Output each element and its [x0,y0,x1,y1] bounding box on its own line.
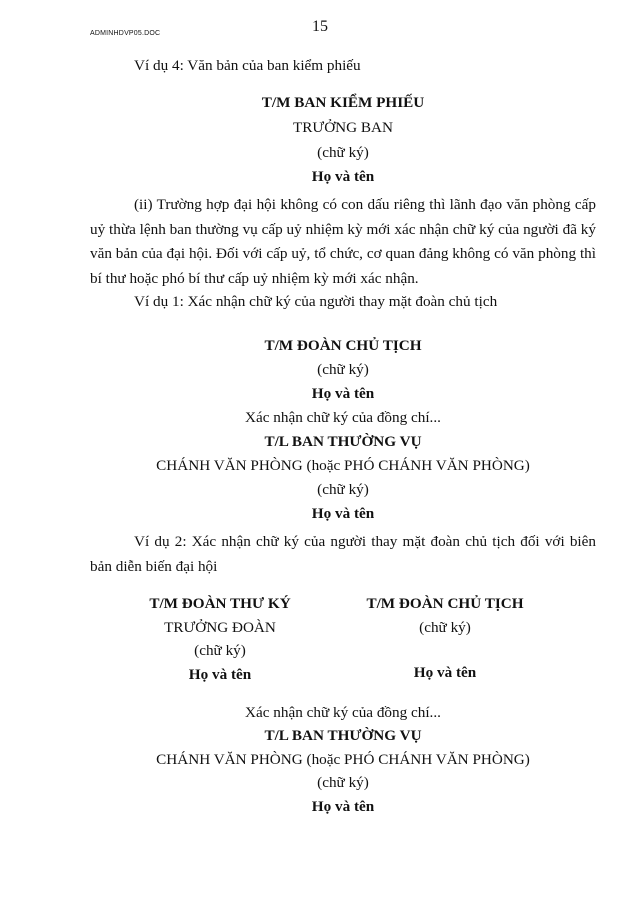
example4-org: T/M BAN KIỂM PHIẾU [261,94,425,111]
example2-right-org: T/M ĐOÀN CHỦ TỊCH [366,595,524,612]
example2-confirm-position: CHÁNH VĂN PHÒNG (hoặc PHÓ CHÁNH VĂN PHÒNG) [156,751,530,768]
example2-confirm-org: T/L BAN THƯỜNG VỤ [264,727,422,744]
example1-signature: (chữ ký) [317,361,369,378]
example4-name: Họ và tên [311,168,375,185]
example2-confirm: Xác nhận chữ ký của đồng chí... [245,704,441,721]
example2-right-signature: (chữ ký) [419,619,471,636]
example1-org: T/M ĐOÀN CHỦ TỊCH [264,337,422,354]
page-number: 15 [312,18,328,35]
example2-left-name: Họ và tên [188,666,252,683]
example2-confirm-name: Họ và tên [311,798,375,815]
example2-left-signature: (chữ ký) [194,642,246,659]
example2-right-name: Họ và tên [413,664,477,681]
example4-intro: Ví dụ 4: Văn bản của ban kiểm phiếu [134,57,361,74]
example1-name: Họ và tên [311,385,375,402]
example2-left-org: T/M ĐOÀN THƯ KÝ [149,595,291,612]
example1-confirm-signature: (chữ ký) [317,481,369,498]
example4-signature: (chữ ký) [317,144,369,161]
example2-left-position: TRƯỞNG ĐOÀN [164,619,276,636]
example1-intro: Ví dụ 1: Xác nhận chữ ký của người thay mặt đoàn chủ tịch [134,293,498,310]
example1-confirm-org: T/L BAN THƯỜNG VỤ [264,433,422,450]
example1-confirm: Xác nhận chữ ký của đồng chí... [245,409,441,426]
example4-position: TRƯỞNG BAN [293,119,393,136]
paragraph-ii: (ii) Trường hợp đại hội không có con dấu riêng thì lãnh đạo văn phòng cấp uỷ thừa lệnh ban thường vụ cấp uỷ nhiệm kỳ mới xác nhận chữ ký của người đã ký văn bản của đại hội. Đối với cấp uỷ, tổ chức, cơ quan đảng không có văn phòng thì bí thư hoặc phó bí thư cấp uỷ nhiệm kỳ mới xác nhận. [90,196,596,287]
document-filename: ADMINHDVP05.DOC [90,30,161,37]
example2-confirm-signature: (chữ ký) [317,774,369,791]
example2-intro: Ví dụ 2: Xác nhận chữ ký của người thay mặt đoàn chủ tịch đối với biên bản diễn biến đại hội [90,533,596,575]
example1-confirm-name: Họ và tên [311,505,375,522]
example1-confirm-position: CHÁNH VĂN PHÒNG (hoặc PHÓ CHÁNH VĂN PHÒNG) [156,457,530,474]
